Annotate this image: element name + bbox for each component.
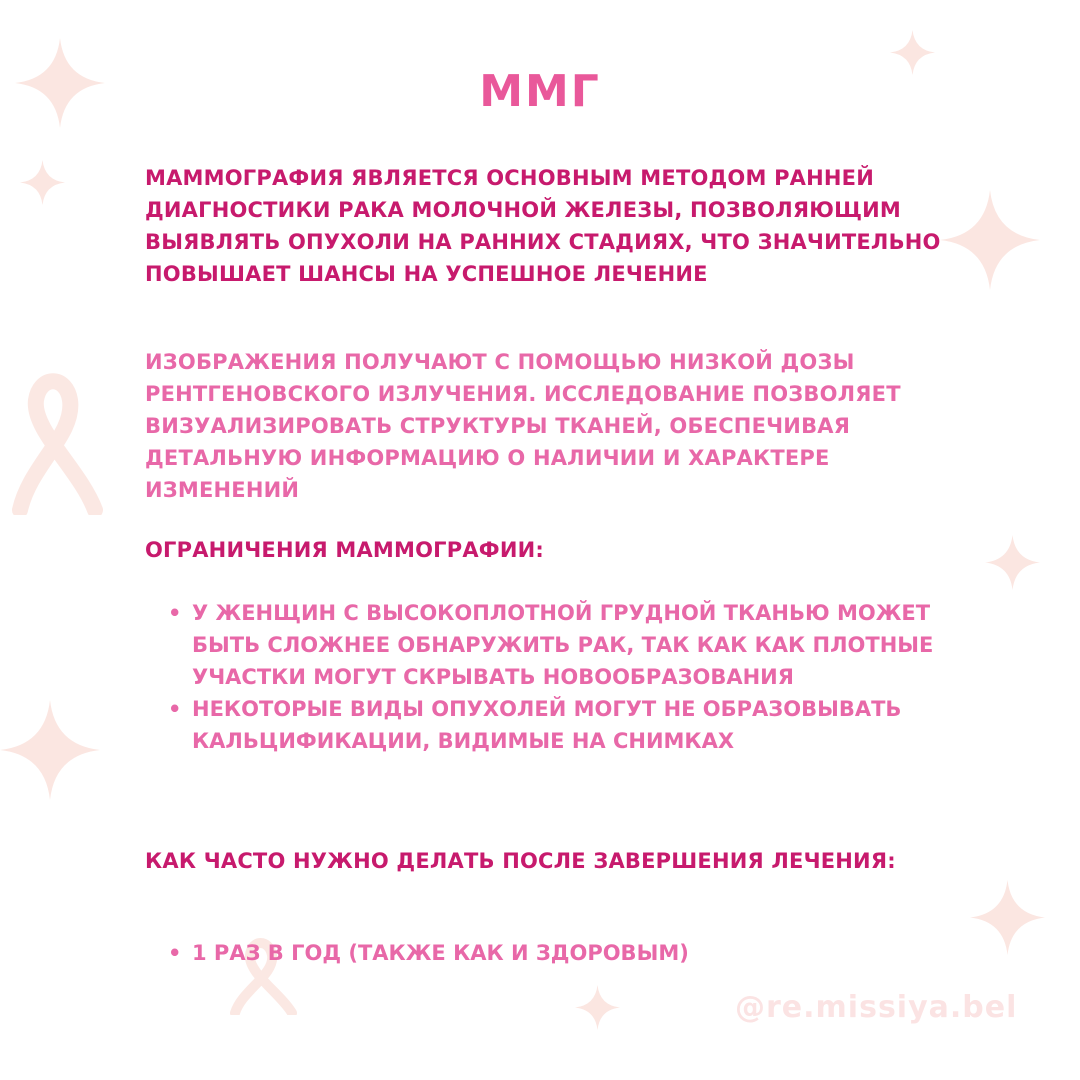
limitations-list: [168, 597, 938, 757]
awareness-ribbon-icon: [0, 365, 110, 515]
sparkle-icon: [970, 880, 1045, 955]
frequency-list: [168, 937, 938, 969]
sparkle-icon: [20, 160, 65, 205]
sparkle-icon: [985, 535, 1040, 590]
bullet-marker: •: [168, 941, 182, 965]
sparkle-icon: [940, 190, 1040, 290]
page-title: ММГ: [479, 66, 601, 117]
bullet-marker: •: [168, 697, 182, 721]
sparkle-icon: [0, 700, 100, 800]
list-item: [168, 597, 938, 693]
imaging-paragraph: ИЗОБРАЖЕНИЯ ПОЛУЧАЮТ С ПОМОЩЬЮ НИЗКОЙ ДОЗЫ РЕНТГЕНОВСКОГО ИЗЛУЧЕНИЯ. ИССЛЕДОВАНИЕ ПОЗВОЛЯЕТ ВИЗУАЛИЗИРОВАТЬ СТРУКТУРЫ ТКАНЕЙ, ОБЕСПЕЧИВАЯ ДЕТАЛЬНУЮ ИНФОРМАЦИЮ О НАЛИЧИИ И ХАРАКТЕРЕ ИЗМЕНЕНИЙ: [145, 350, 901, 502]
intro-paragraph: МАММОГРАФИЯ ЯВЛЯЕТСЯ ОСНОВНЫМ МЕТОДОМ РАННЕЙ ДИАГНОСТИКИ РАКА МОЛОЧНОЙ ЖЕЛЕЗЫ, ПОЗВОЛЯЮЩИМ ВЫЯВЛЯТЬ ОПУХОЛИ НА РАННИХ СТАДИЯХ, ЧТО ЗНАЧИТЕЛЬНО ПОВЫШАЕТ ШАНСЫ НА УСПЕШНОЕ ЛЕЧЕНИЕ: [145, 166, 941, 286]
list-item: [168, 693, 938, 757]
bullet-marker: •: [168, 601, 182, 625]
limitations-heading: ОГРАНИЧЕНИЯ МАММОГРАФИИ:: [145, 538, 544, 562]
list-item: [168, 937, 938, 969]
list-item-text: 1 РАЗ В ГОД (ТАКЖЕ КАК И ЗДОРОВЫМ): [192, 941, 689, 965]
sparkle-icon: [575, 985, 620, 1030]
frequency-heading: КАК ЧАСТО НУЖНО ДЕЛАТЬ ПОСЛЕ ЗАВЕРШЕНИЯ ЛЕЧЕНИЯ:: [145, 849, 896, 873]
list-item-text: НЕКОТОРЫЕ ВИДЫ ОПУХОЛЕЙ МОГУТ НЕ ОБРАЗОВЫВАТЬ КАЛЬЦИФИКАЦИИ, ВИДИМЫЕ НА СНИМКАХ: [192, 697, 902, 753]
watermark: @re.missiya.bel: [735, 990, 1018, 1025]
list-item-text: У ЖЕНЩИН С ВЫСОКОПЛОТНОЙ ГРУДНОЙ ТКАНЬЮ МОЖЕТ БЫТЬ СЛОЖНЕЕ ОБНАРУЖИТЬ РАК, ТАК КАК КАК ПЛОТНЫЕ УЧАСТКИ МОГУТ СКРЫВАТЬ НОВООБРАЗОВАНИЯ: [192, 601, 934, 689]
